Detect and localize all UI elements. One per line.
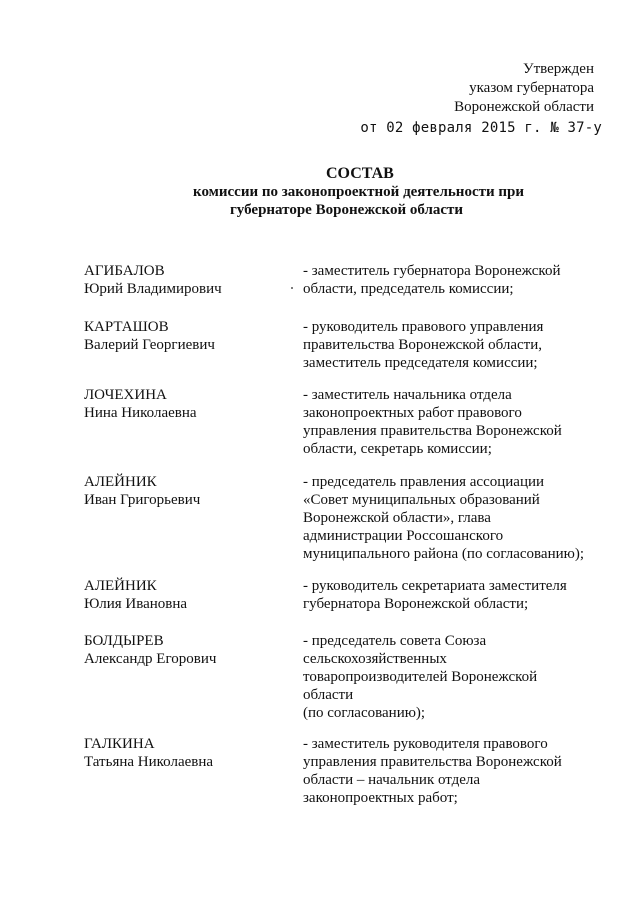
- member-given-names: Юрий Владимирович: [84, 281, 222, 297]
- member-name: [84, 577, 284, 613]
- decree-date-number: от 02 февраля 2015 г. № 37-у: [360, 120, 602, 136]
- member-surname: АЛЕЙНИК: [84, 578, 157, 594]
- member-name: [84, 262, 284, 298]
- member-surname: АГИБАЛОВ: [84, 263, 165, 279]
- approval-line-approved: Утвержден: [522, 61, 594, 77]
- member-given-names: Иван Григорьевич: [84, 492, 201, 508]
- member-role-line: - председатель совета Союза: [303, 633, 487, 649]
- member-role-line: сельскохозяйственных: [303, 651, 447, 667]
- member-surname: КАРТАШОВ: [84, 319, 169, 335]
- approval-stamp: [352, 60, 602, 138]
- approval-line-decree-by: указом губернатора: [469, 80, 594, 96]
- member-role-line: - руководитель правового управления: [303, 319, 544, 335]
- member-role-line: управления правительства Воронежской: [303, 754, 562, 770]
- member-role-line: заместитель председателя комиссии;: [303, 355, 538, 371]
- member-role-line: законопроектных работ правового: [303, 405, 522, 421]
- member-surname: ЛОЧЕХИНА: [84, 387, 167, 403]
- document-subtitle-line-1: комиссии по законопроектной деятельности при: [193, 184, 524, 200]
- member-given-names: Нина Николаевна: [84, 405, 197, 421]
- member-role-line: области, секретарь комиссии;: [303, 441, 492, 457]
- member-role-line: законопроектных работ;: [303, 790, 458, 806]
- member-given-names: Александр Егорович: [84, 651, 217, 667]
- member-role-line: губернатора Воронежской области;: [303, 596, 529, 612]
- member-role-line: области – начальник отдела: [303, 772, 481, 788]
- member-given-names: Татьяна Николаевна: [84, 754, 214, 770]
- member-name: [84, 735, 284, 771]
- member-role-line: области: [303, 687, 354, 703]
- member-role-line: (по согласованию);: [303, 705, 426, 721]
- member-name: [84, 632, 284, 668]
- member-role-line: - заместитель начальника отдела: [303, 387, 512, 403]
- member-role-line: - председатель правления ассоциации: [303, 474, 545, 490]
- member-role: [303, 577, 603, 613]
- member-role: [303, 735, 603, 807]
- member-surname: АЛЕЙНИК: [84, 474, 157, 490]
- member-role-line: - заместитель губернатора Воронежской: [303, 263, 561, 279]
- member-role-line: области, председатель комиссии;: [303, 281, 514, 297]
- member-role-line: Воронежской области», глава: [303, 510, 491, 526]
- approval-line-region: Воронежской области: [454, 99, 594, 115]
- member-given-names: Юлия Ивановна: [84, 596, 188, 612]
- member-role-line: товаропроизводителей Воронежской: [303, 669, 538, 685]
- member-role-line: «Совет муниципальных образований: [303, 492, 540, 508]
- member-role: [303, 262, 603, 298]
- member-given-names: Валерий Георгиевич: [84, 337, 215, 353]
- member-role: [303, 632, 603, 722]
- member-role: [303, 386, 603, 458]
- member-role: [303, 473, 603, 563]
- document-subtitle-line-2: губернаторе Воронежской области: [230, 202, 464, 218]
- member-role-line: администрации Россошанского: [303, 528, 504, 544]
- member-name: [84, 473, 284, 509]
- member-name: [84, 386, 284, 422]
- member-surname: ГАЛКИНА: [84, 736, 155, 752]
- member-role-line: правительства Воронежской области,: [303, 337, 542, 353]
- member-role-line: - руководитель секретариата заместителя: [303, 578, 567, 594]
- document-title: СОСТАВ: [326, 165, 394, 182]
- member-role-line: муниципального района (по согласованию);: [303, 546, 585, 562]
- member-role: [303, 318, 603, 372]
- member-role-line: управления правительства Воронежской: [303, 423, 562, 439]
- stray-dot-mark: [291, 287, 293, 289]
- member-surname: БОЛДЫРЕВ: [84, 633, 164, 649]
- member-role-line: - заместитель руководителя правового: [303, 736, 548, 752]
- member-name: [84, 318, 284, 354]
